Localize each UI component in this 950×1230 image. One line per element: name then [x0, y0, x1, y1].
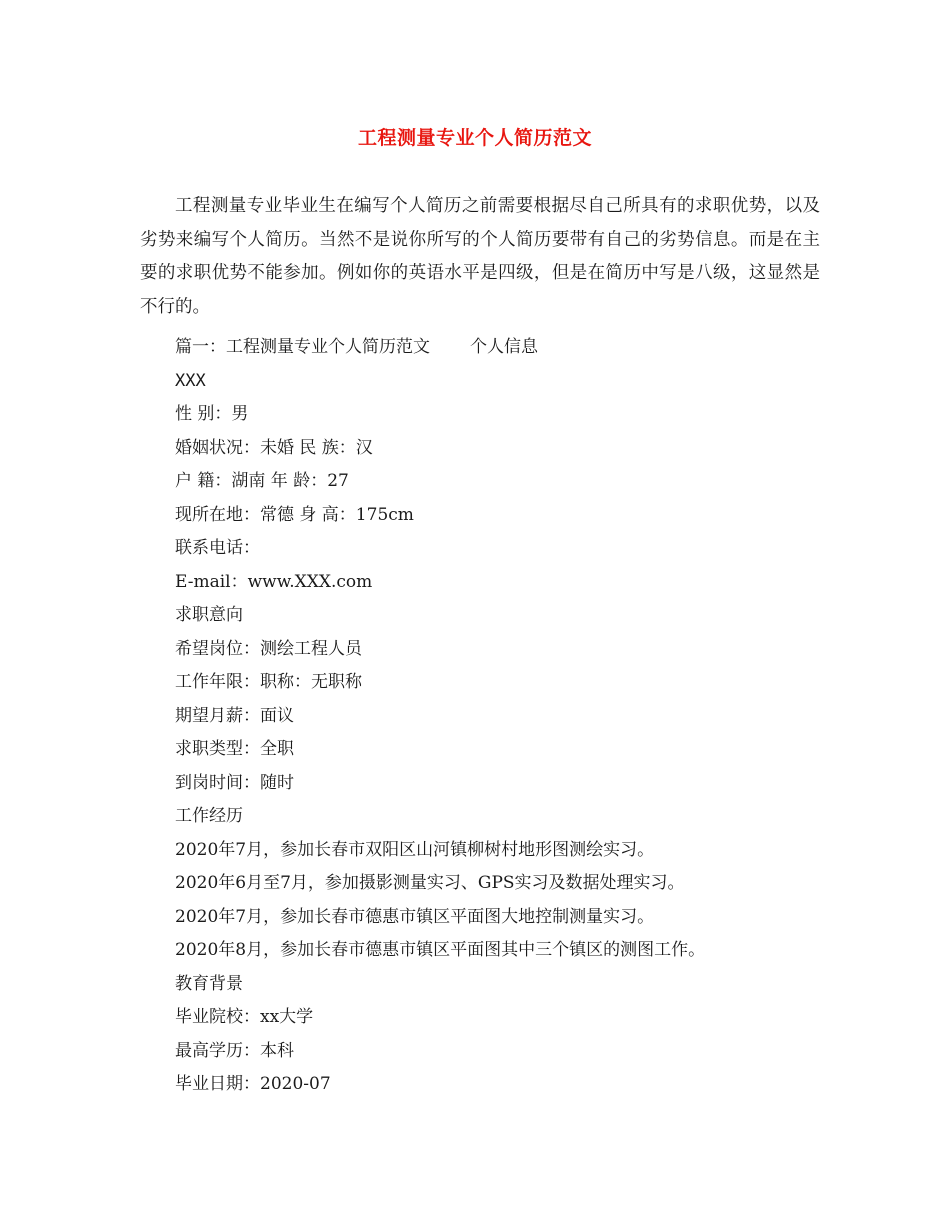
work-experience-heading: 工作经历	[175, 806, 243, 826]
document-title: 工程测量专业个人简历范文	[357, 127, 592, 149]
degree-line: 最高学历：本科	[175, 1040, 294, 1061]
graduation-date-line: 毕业日期：2020-07	[175, 1074, 331, 1094]
gender-line: 性 别：男	[175, 404, 249, 424]
start-time-line: 到岗时间：随时	[175, 772, 294, 793]
experience-item: 2020年6月至7月，参加摄影测量实习、GPS实习及数据处理实习。	[175, 873, 685, 893]
email-line: E-mail：www.XXX.com	[175, 571, 373, 592]
school-line: 毕业院校：xx大学	[175, 1007, 314, 1027]
hometown-age-line: 户 籍：湖南 年 龄：27	[175, 471, 349, 491]
phone-line: 联系电话：	[175, 538, 260, 558]
job-type-line: 求职类型：全职	[175, 739, 294, 759]
marital-ethnicity-line: 婚姻状况：未婚 民 族：汉	[175, 437, 373, 458]
experience-item: 2020年7月，参加长春市双阳区山河镇柳树村地形图测绘实习。	[175, 839, 655, 860]
expected-salary-line: 期望月薪：面议	[175, 705, 294, 726]
experience-item: 2020年8月，参加长春市德惠市镇区平面图其中三个镇区的测图工作。	[175, 940, 706, 960]
intro-paragraph: 工程测量专业毕业生在编写个人简历之前需要根据尽自己所具有的求职优势，以及劣势来编写个人简历。当然不是说你所写的个人简历要带有自己的劣势信息。而是在主要的求职优势不能参加。例如你的英语水平是四级，但是在简历中写是八级，这显然是不行的。	[140, 196, 820, 317]
education-heading: 教育背景	[175, 973, 243, 994]
section-heading-tail: 个人信息	[470, 337, 538, 357]
location-height-line: 现所在地：常德 身 高：175cm	[175, 504, 414, 525]
experience-item: 2020年7月，参加长春市德惠市镇区平面图大地控制测量实习。	[175, 906, 655, 927]
job-intention-heading: 求职意向	[175, 605, 243, 625]
experience-title-line: 工作年限：职称：无职称	[175, 672, 362, 692]
resume-content	[175, 331, 815, 1102]
name-line: XXX	[175, 370, 206, 391]
section-heading-label: 篇一：工程测量专业个人简历范文	[175, 337, 430, 357]
desired-position-line: 希望岗位：测绘工程人员	[175, 638, 362, 659]
section-heading	[175, 331, 815, 365]
